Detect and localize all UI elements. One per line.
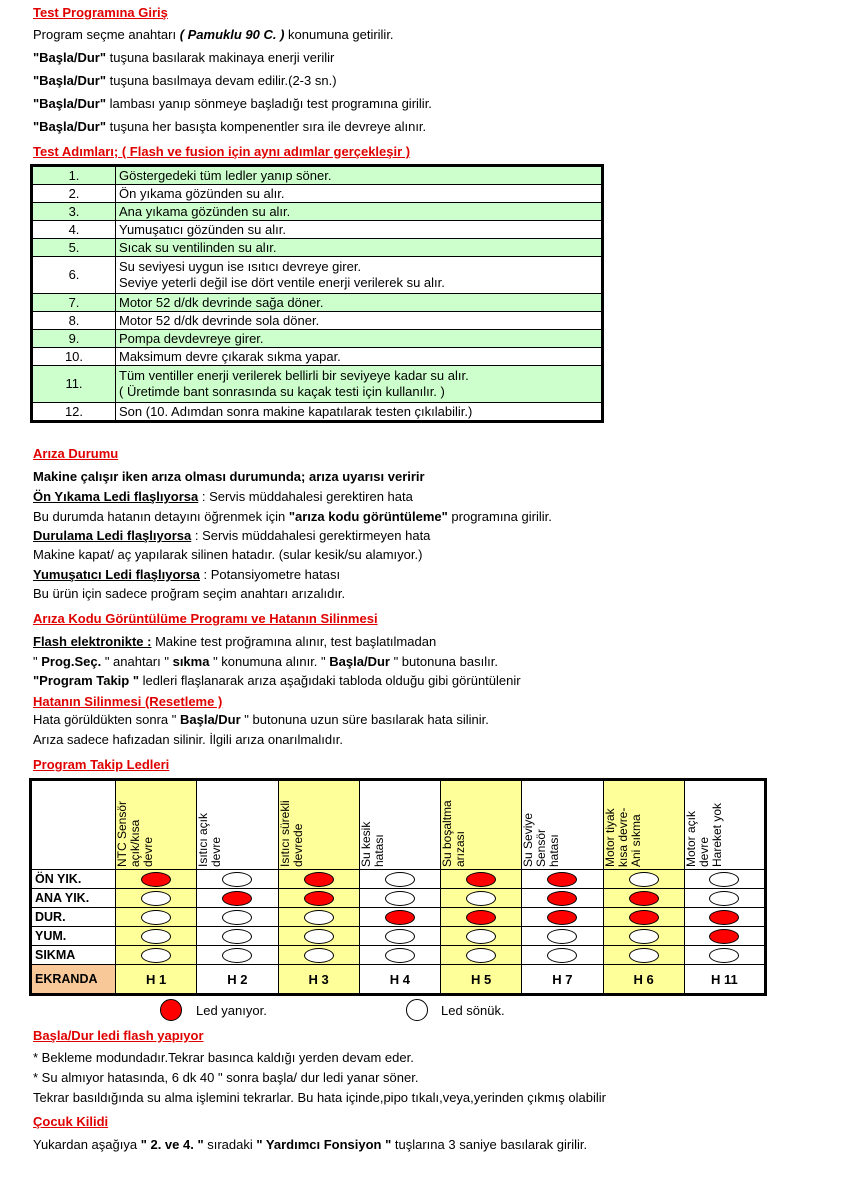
section-title-reset: Hatanın Silinmesi (Resetleme ) <box>33 694 223 709</box>
led-off-icon <box>222 929 252 944</box>
legend-led-on-icon <box>160 999 182 1021</box>
step-row <box>32 257 603 294</box>
step-text <box>116 312 603 330</box>
led-cell <box>278 946 359 965</box>
led-off-icon <box>141 948 171 963</box>
child-lock-line: Yukardan aşağıya " 2. ve 4. " sıradaki " Yardımcı Fonsiyon " tuşlarına 3 saniye basılarak girilir. <box>33 1137 588 1152</box>
led-off-icon <box>466 891 496 906</box>
step-text-line: Motor 52 d/dk devrinde sola döner. <box>119 312 320 328</box>
led-off-icon <box>629 948 659 963</box>
led-off-icon <box>304 948 334 963</box>
step-row <box>32 348 603 366</box>
led-on-icon <box>709 929 739 944</box>
step-text <box>116 203 603 221</box>
step-row <box>32 166 603 185</box>
led-on-icon <box>547 910 577 925</box>
led-cell <box>197 908 278 927</box>
fault-column-header <box>603 780 684 870</box>
led-row-label: YUM. <box>31 927 116 946</box>
section-title-fault-code: Arıza Kodu Görüntülüme Programı ve Hatanın Silinmesi <box>33 611 378 626</box>
led-cell <box>359 927 440 946</box>
led-cell <box>197 889 278 908</box>
led-off-icon <box>709 891 739 906</box>
legend-led-off-icon <box>406 999 428 1021</box>
legend-on-label: Led yanıyor. <box>196 1003 267 1018</box>
step-text <box>116 239 603 257</box>
led-off-icon <box>709 948 739 963</box>
led-cell <box>684 908 765 927</box>
legend-off-label: Led sönük. <box>441 1003 505 1018</box>
led-off-icon <box>141 929 171 944</box>
ekranda-row <box>31 965 766 995</box>
led-cell <box>522 927 603 946</box>
step-number: 3. <box>32 203 116 221</box>
step-text-line: Ön yıkama gözünden su alır. <box>119 185 285 201</box>
led-off-icon <box>304 910 334 925</box>
instruction-line: "Başla/Dur" lambası yanıp sönmeye başladığı test programına girilir. <box>33 96 432 111</box>
instruction-line: Program seçme anahtarı ( Pamuklu 90 C. ) konumuna getirilir. <box>33 27 394 42</box>
led-on-icon <box>466 910 496 925</box>
fault-label: Su kesik hatası <box>358 821 386 867</box>
led-row-label: ÖN YIK. <box>31 870 116 889</box>
led-on-icon <box>547 872 577 887</box>
fault-line: Bu ürün için sadece proğram seçim anahtarı arızalıdır. <box>33 586 346 601</box>
led-cell <box>278 870 359 889</box>
step-row <box>32 403 603 422</box>
step-row <box>32 203 603 221</box>
led-cell <box>603 927 684 946</box>
step-text-line: Seviye yeterli değil ise dört ventile enerji verilerek su alır. <box>119 275 445 290</box>
step-number: 6. <box>32 257 116 294</box>
led-on-icon <box>629 891 659 906</box>
led-cell <box>603 870 684 889</box>
step-text-line: Ana yıkama gözünden su alır. <box>119 203 291 219</box>
led-cell <box>441 908 522 927</box>
step-row <box>32 239 603 257</box>
fault-code: H 1 <box>116 965 197 995</box>
leds-header-row <box>31 780 766 870</box>
fault-code: H 3 <box>278 965 359 995</box>
led-cell <box>522 889 603 908</box>
led-cell <box>603 889 684 908</box>
led-on-icon <box>141 872 171 887</box>
led-cell <box>197 927 278 946</box>
step-text-line: Yumuşatıcı gözünden su alır. <box>119 221 286 237</box>
step-text-line: Göstergedeki tüm ledler yanıp söner. <box>119 167 332 183</box>
fault-column-header <box>197 780 278 870</box>
led-cell <box>359 889 440 908</box>
led-off-icon <box>385 948 415 963</box>
step-text <box>116 403 603 422</box>
step-row <box>32 185 603 203</box>
fault-code: H 6 <box>603 965 684 995</box>
step-text <box>116 330 603 348</box>
fault-label: NTC Sensör açık/kısa devre <box>115 800 155 867</box>
led-on-icon <box>222 891 252 906</box>
fault-line: Yumuşatıcı Ledi flaşlıyorsa : Potansiyometre hatası <box>33 567 341 582</box>
led-row-label: ANA YIK. <box>31 889 116 908</box>
led-off-icon <box>141 891 171 906</box>
led-off-icon <box>629 929 659 944</box>
instruction-line: "Başla/Dur" tuşuna basılmaya devam edilir.(2-3 sn.) <box>33 73 337 88</box>
led-off-icon <box>304 929 334 944</box>
led-row <box>31 889 766 908</box>
fault-label: Motor tiyak kısa devre- Ani sıkma <box>602 807 643 867</box>
step-text <box>116 366 603 403</box>
step-text-line: Motor 52 d/dk devrinde sağa döner. <box>119 294 324 310</box>
flash-line: Tekrar basıldığında su alma işlemini tekrarlar. Bu hata içinde,pipo tıkalı,veya,yerinden çıkmış olabilir <box>33 1090 606 1105</box>
led-off-icon <box>466 929 496 944</box>
step-number: 4. <box>32 221 116 239</box>
section-title-test-entry: Test Programına Giriş <box>33 5 168 20</box>
step-text <box>116 348 603 366</box>
step-number: 8. <box>32 312 116 330</box>
led-cell <box>116 889 197 908</box>
step-text <box>116 166 603 185</box>
section-title-fault-state: Arıza Durumu <box>33 446 119 461</box>
step-text-line: Pompa devdevreye girer. <box>119 330 264 346</box>
led-cell <box>116 946 197 965</box>
led-off-icon <box>222 872 252 887</box>
step-row <box>32 330 603 348</box>
led-cell <box>359 946 440 965</box>
fault-code-line: " Prog.Seç. " anahtarı " sıkma " konumuna alınır. " Başla/Dur " butonuna basılır. <box>33 654 498 669</box>
section-title-child-lock: Çocuk Kilidi <box>33 1114 109 1129</box>
led-row <box>31 946 766 965</box>
led-on-icon <box>304 872 334 887</box>
step-row <box>32 312 603 330</box>
step-text <box>116 257 603 294</box>
led-cell <box>197 946 278 965</box>
led-off-icon <box>466 948 496 963</box>
fault-label: Su boşaltma arızası <box>440 800 467 867</box>
led-cell <box>116 927 197 946</box>
step-text <box>116 221 603 239</box>
led-cell <box>522 908 603 927</box>
step-row <box>32 221 603 239</box>
step-number: 7. <box>32 294 116 312</box>
led-cell <box>278 908 359 927</box>
led-off-icon <box>547 929 577 944</box>
led-off-icon <box>222 948 252 963</box>
led-off-icon <box>141 910 171 925</box>
led-cell <box>522 870 603 889</box>
fault-line: Durulama Ledi flaşlıyorsa : Servis müddahalesi gerektirmeyen hata <box>33 528 431 543</box>
led-cell <box>278 927 359 946</box>
led-on-icon <box>709 910 739 925</box>
led-cell <box>684 889 765 908</box>
step-text <box>116 294 603 312</box>
test-steps-table <box>30 164 604 423</box>
step-row <box>32 366 603 403</box>
led-row <box>31 908 766 927</box>
led-cell <box>684 946 765 965</box>
step-number: 5. <box>32 239 116 257</box>
led-off-icon <box>709 872 739 887</box>
program-leds-table <box>29 778 767 996</box>
reset-line: Hata görüldükten sonra " Başla/Dur " butonuna uzun süre basılarak hata silinir. <box>33 712 489 727</box>
step-number: 11. <box>32 366 116 403</box>
fault-code: H 5 <box>441 965 522 995</box>
fault-label: Isıtıcı sürekli devrede <box>277 800 305 867</box>
fault-label: Su Seviye Sensör hatası <box>521 812 562 867</box>
led-cell <box>197 870 278 889</box>
fault-line: Ön Yıkama Ledi flaşlıyorsa : Servis müddahalesi gerektiren hata <box>33 489 413 504</box>
led-on-icon <box>547 891 577 906</box>
step-text <box>116 185 603 203</box>
led-row-label: SIKMA <box>31 946 116 965</box>
fault-column-header <box>359 780 440 870</box>
led-off-icon <box>385 929 415 944</box>
instruction-line: "Başla/Dur" tuşuna her basışta kompenentler sıra ile devreye alınır. <box>33 119 427 134</box>
led-cell <box>684 927 765 946</box>
led-cell <box>441 927 522 946</box>
led-cell <box>359 908 440 927</box>
step-number: 12. <box>32 403 116 422</box>
instruction-line: "Başla/Dur" tuşuna basılarak makinaya enerji verilir <box>33 50 335 65</box>
reset-line: Arıza sadece hafızadan silinir. İlgili arıza onarılmalıdır. <box>33 732 343 747</box>
fault-code: H 7 <box>522 965 603 995</box>
led-cell <box>441 870 522 889</box>
corner-cell <box>31 780 116 870</box>
step-text-line: Tüm ventiller enerji verilerek bellirli bir seviyeye kadar su alır. <box>119 368 469 383</box>
led-row-label: DUR. <box>31 908 116 927</box>
fault-line: Makine kapat/ aç yapılarak silinen hatadır. (sular kesik/su alamıyor.) <box>33 547 423 562</box>
led-on-icon <box>466 872 496 887</box>
led-off-icon <box>385 891 415 906</box>
led-cell <box>441 889 522 908</box>
step-row <box>32 294 603 312</box>
fault-column-header <box>278 780 359 870</box>
step-number: 10. <box>32 348 116 366</box>
step-number: 2. <box>32 185 116 203</box>
led-off-icon <box>385 872 415 887</box>
led-cell <box>522 946 603 965</box>
step-text-line: Sıcak su ventilinden su alır. <box>119 239 277 255</box>
fault-label: Isıtıcı açık devre <box>196 812 224 867</box>
led-cell <box>441 946 522 965</box>
led-row <box>31 927 766 946</box>
step-text-line: Maksimum devre çıkarak sıkma yapar. <box>119 348 341 364</box>
fault-code-line: Flash elektronikte : Makine test proğramına alınır, test başlatılmadan <box>33 634 437 649</box>
led-cell <box>359 870 440 889</box>
led-on-icon <box>385 910 415 925</box>
led-off-icon <box>222 910 252 925</box>
led-cell <box>278 889 359 908</box>
led-cell <box>603 908 684 927</box>
step-text-line: Su seviyesi uygun ise ısıtıcı devreye girer. <box>119 259 362 274</box>
fault-column-header <box>116 780 197 870</box>
ekranda-label: EKRANDA <box>31 965 116 995</box>
led-off-icon <box>547 948 577 963</box>
fault-code: H 11 <box>684 965 765 995</box>
fault-code: H 2 <box>197 965 278 995</box>
led-cell <box>684 870 765 889</box>
section-title-test-steps: Test Adımları; ( Flash ve fusion için aynı adımlar gerçekleşir ) <box>33 144 411 159</box>
led-on-icon <box>304 891 334 906</box>
led-cell <box>603 946 684 965</box>
fault-label: Motor açık devre Hareket yok <box>683 802 724 867</box>
led-cell <box>116 870 197 889</box>
step-number: 1. <box>32 166 116 185</box>
step-text-line: ( Üretimde bant sonrasında su kaçak testi için kullanılır. ) <box>119 384 445 399</box>
section-title-start-stop-flash: Başla/Dur ledi flash yapıyor <box>33 1028 204 1043</box>
flash-line: * Su almıyor hatasında, 6 dk 40 " sonra başla/ dur ledi yanar söner. <box>33 1070 419 1085</box>
led-off-icon <box>629 872 659 887</box>
led-on-icon <box>629 910 659 925</box>
fault-column-header <box>684 780 765 870</box>
step-number: 9. <box>32 330 116 348</box>
fault-code: H 4 <box>359 965 440 995</box>
section-title-program-leds: Program Takip Ledleri <box>33 757 170 772</box>
led-cell <box>116 908 197 927</box>
fault-code-line: "Program Takip " ledleri flaşlanarak arıza aşağıdaki tabloda olduğu gibi görüntülenir <box>33 673 521 688</box>
flash-line: * Bekleme modundadır.Tekrar basınca kaldığı yerden devam eder. <box>33 1050 414 1065</box>
fault-intro: Makine çalışır iken arıza olması durumunda; arıza uyarısı veririr <box>33 469 425 484</box>
step-text-line: Son (10. Adımdan sonra makine kapatılarak testen çıkılabilir.) <box>119 403 473 419</box>
led-row <box>31 870 766 889</box>
fault-column-header <box>441 780 522 870</box>
fault-line: Bu durumda hatanın detayını öğrenmek için "arıza kodu görüntüleme" programına girilir. <box>33 509 552 524</box>
fault-column-header <box>522 780 603 870</box>
